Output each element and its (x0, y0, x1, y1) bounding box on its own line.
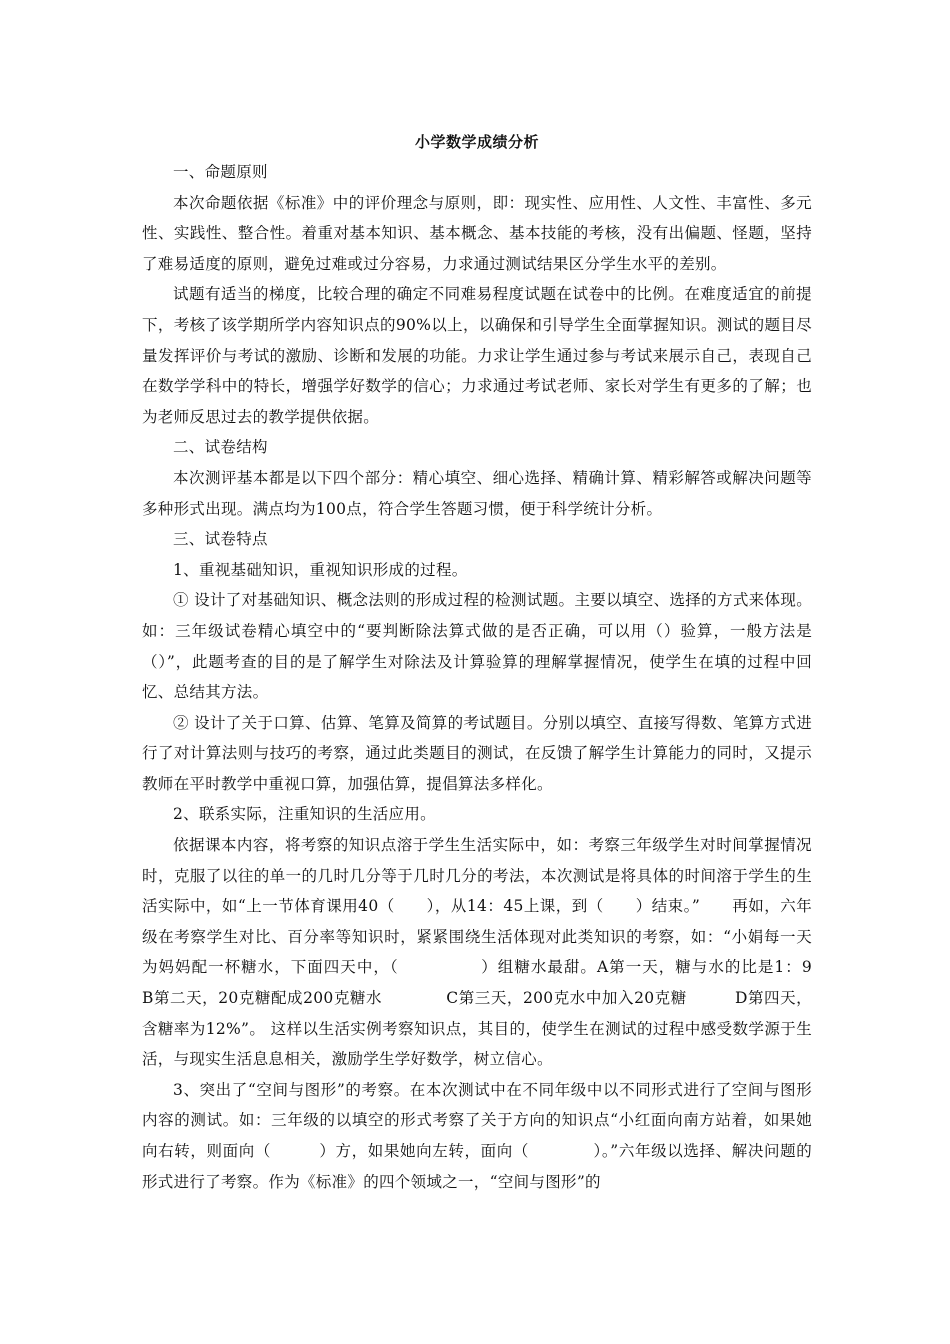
document-title: 小学数学成绩分析 (414, 133, 539, 151)
section-heading: 1、重视基础知识，重视知识形成的过程。 (173, 560, 468, 579)
body-paragraph: ① 设计了对基础知识、概念法则的形成过程的检测试题。主要以填空、选择的方式来体现。如：三年级试卷精心填空中的“要判断除法算式做的是否正确，可以用（）验算，一般方法是（）”，此题考查的目的是了解学生对除法及计算验算的理解掌握情况，使学生在填的过程中回忆、总结其方法。 (142, 591, 812, 702)
section-heading: 二、试卷结构 (173, 438, 268, 457)
section-heading: 三、试卷特点 (173, 530, 268, 549)
section-heading: 一、命题原则 (173, 163, 268, 181)
body-paragraph: 试题有适当的梯度，比较合理的确定不同难易程度试题在试卷中的比例。在难度适宜的前提下，考核了该学期所学内容知识点的90%以上，以确保和引导学生全面掌握知识。测试的题目尽量发挥评价与考试的激励、诊断和发展的功能。力求让学生通过参与考试来展示自己，表现自己在数学学科中的特长，增强学好数学的信心；力求通过考试老师、家长对学生有更多的了解；也为老师反思过去的教学提供依据。 (142, 285, 812, 426)
body-paragraph: 依据课本内容，将考察的知识点溶于学生生活实际中，如：考察三年级学生对时间掌握情况时，克服了以往的单一的几时几分等于几时几分的考法，本次测试是将具体的时间溶于学生的生活实际中，如“上一节体育课用40（ ），从14：45上课，到（ ）结束。” 再如，六年级在考察学生对比、百分率等知识时，紧紧围绕生活体现对此类知识的考察，如：“小娟每一天为妈妈配一杯糖水，下面四天中，（ ）组糖水最甜。A第一天，糖与水的比是1：9 B第二天，20克糖配成200克糖水 C第三天，200克水中加入20克糖 D第四天，含糖率为12%”。 这样以生活实例考察知识点，其目的，使学生在测试的过程中感受数学源于生活，与现实生活息息相关，激励学生学好数学，树立信心。 (142, 836, 892, 1069)
document-page (142, 127, 892, 1197)
section-heading: 2、联系实际，注重知识的生活应用。 (173, 805, 436, 824)
document-body (142, 157, 892, 1197)
body-paragraph: 本次测评基本都是以下四个部分：精心填空、细心选择、精确计算、精彩解答或解决问题等多种形式出现。满点均为100点，符合学生答题习惯，便于科学统计分析。 (142, 468, 812, 518)
body-paragraph: 本次命题依据《标准》中的评价理念与原则，即：现实性、应用性、人文性、丰富性、多元性、实践性、整合性。着重对基本知识、基本概念、基本技能的考核，没有出偏题、怪题，坚持了难易适度的原则，避免过难或过分容易，力求通过测试结果区分学生水平的差别。 (142, 193, 812, 273)
body-paragraph: 3、突出了“空间与图形”的考察。在本次测试中在不同年级中以不同形式进行了空间与图形内容的测试。如：三年级的以填空的形式考察了关于方向的知识点“小红面向南方站着，如果她向右转，则面向（ ）方，如果她向左转，面向（ ）。”六年级以选择、解决问题的形式进行了考察。作为《标准》的四个领域之一，“空间与图形”的 (142, 1080, 812, 1191)
body-paragraph: ② 设计了关于口算、估算、笔算及简算的考试题目。分别以填空、直接写得数、笔算方式进行了对计算法则与技巧的考察，通过此类题目的测试，在反馈了解学生计算能力的同时，又提示教师在平时教学中重视口算，加强估算，提倡算法多样化。 (142, 713, 812, 793)
